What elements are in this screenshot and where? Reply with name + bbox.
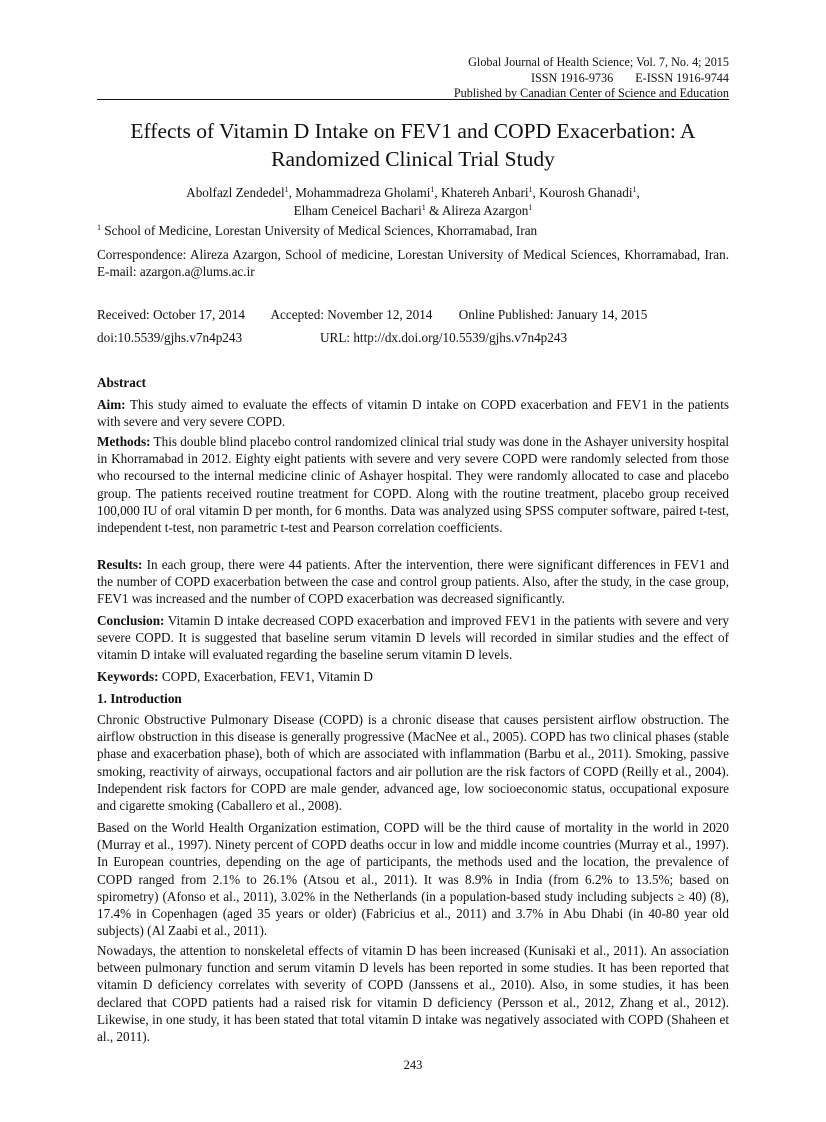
accepted-date: Accepted: November 12, 2014 xyxy=(270,307,433,322)
conclusion-label: Conclusion: xyxy=(97,613,165,628)
affiliation-text: School of Medicine, Lorestan University of Medical Sciences, Khorramabad, Iran xyxy=(101,223,538,238)
affiliation-mark: 1 xyxy=(528,202,533,212)
abstract-results xyxy=(97,556,729,608)
results-text: In each group, there were 44 patients. After the intervention, there were significant differences in FEV1 and the number of COPD exacerbation between the case and control group patients. Also, after the study, in the case group, FEV1 was increased and the number of COPD exacerbation was decreased significantly. xyxy=(97,557,729,607)
author: Abolfazl Zendedel xyxy=(186,185,285,200)
author: Alireza Azargon xyxy=(441,202,529,218)
keywords-label: Keywords: xyxy=(97,669,159,684)
author-line-1 xyxy=(97,184,729,202)
author-line-2 xyxy=(97,202,729,220)
author: Mohammadreza Gholami xyxy=(295,185,431,200)
affiliation-mark: 1 xyxy=(528,185,533,194)
eissn: E-ISSN 1916-9744 xyxy=(635,70,729,85)
doi-line xyxy=(97,329,729,346)
separator: , xyxy=(288,185,296,200)
article-dates xyxy=(97,306,729,323)
header-divider xyxy=(97,99,729,100)
affiliation-mark: 1 xyxy=(97,223,101,232)
abstract-methods xyxy=(97,433,729,536)
author-list xyxy=(97,184,729,219)
author: Kourosh Ghanadi xyxy=(539,185,633,200)
doi[interactable]: doi:10.5539/gjhs.v7n4p243 xyxy=(97,330,243,345)
affiliation-mark: 1 xyxy=(284,185,289,194)
correspondence: Correspondence: Alireza Azargon, School of medicine, Lorestan University of Medical Sciences, Khorramabad, Iran. E-mail: azargon.a@lums.ac.ir xyxy=(97,247,729,280)
intro-paragraph: Based on the World Health Organization estimation, COPD will be the third cause of mortality in the world in 2020 (Murray et al., 1997). Ninety percent of COPD deaths occur in low and middle income countries (Murray et al., 1997). In European countries, depending on the age of participants, the methods used and the location, the prevalence of COPD ranged from 2.1% to 26.1% (Atsou et al., 2011). It was 8.9% in India (from 6.2% to 13.5%; based on spirometry) (Afonso et al., 2011), 3.02% in the Netherlands (in a population-based study including subjects ≥ 40) (8), 17.4% in Copenhagen (aged 35 years or older) (Fabricius et al., 2011) and 3.7% in Abu Dhabi (in 40-80 year old subjects) (Al Zaabi et al., 2011). xyxy=(97,820,729,939)
publisher: Published by Canadian Center of Science and Education xyxy=(453,86,729,100)
abstract-aim xyxy=(97,396,729,430)
methods-text: This double blind placebo control randomized clinical trial study was done in the Ashayer university hospital in Khorramabad in 2012. Eighty eight patients with severe and very severe COPD were randomly selected from those who recoursed to the internal medicine clinic of Ashayer hospital. They were randomly allocated to case and placebo group. The patients received routine treatment for COPD. Along with the routine treatment, placebo group received 100,000 IU of oral vitamin D per month, for 6 months. Data was analyzed using SPSS computer software, paired t-test, independent t-test, non parametric t-test and Pearson correlation coefficients. xyxy=(97,434,729,536)
separator: , xyxy=(532,185,540,200)
separator: , xyxy=(636,185,640,200)
separator: , xyxy=(434,185,441,200)
affiliation-mark: 1 xyxy=(421,202,426,212)
author: Khatereh Anbari xyxy=(441,185,529,200)
affiliation-mark: 1 xyxy=(632,185,637,194)
aim-text: This study aimed to evaluate the effects of vitamin D intake on COPD exacerbation and FEV1 in the patients with severe and very severe COPD. xyxy=(97,397,729,430)
received-date: Received: October 17, 2014 xyxy=(97,307,245,322)
affiliation xyxy=(97,222,729,239)
abstract-heading: Abstract xyxy=(97,375,147,390)
running-header xyxy=(97,55,729,102)
intro-paragraph: Nowadays, the attention to nonskeletal effects of vitamin D has been increased (Kunisaki et al., 2011). An association between pulmonary function and serum vitamin D levels has been reported in some studies. It has been reported that vitamin D deficiency correlates with severity of COPD (Janssens et al., 2010). Also, in some studies, it has been declared that COPD patients had a raised risk for vitamin D deficiency (Persson et al., 2012, Zhang et al., 2012). Likewise, in one study, it has been stated that total vitamin D intake was negatively associated with COPD (Shaheen et al., 2011). xyxy=(97,943,729,1045)
affiliation-mark: 1 xyxy=(430,185,435,194)
issn-line xyxy=(97,71,729,87)
aim-label: Aim: xyxy=(97,397,126,412)
published-date: Online Published: January 14, 2015 xyxy=(458,307,648,322)
intro-paragraph: Chronic Obstructive Pulmonary Disease (COPD) is a chronic disease that causes persistent airflow obstruction. The airflow obstruction in this disease is generally progressive (MacNee et al., 2005). COPD has two clinical phases (stable phase and exacerbation phase), both of which are associated with inflammation (Barbu et al., 2011). Smoking, passive smoking, reactivity of airways, occupational factors and air pollution are the risk factors of COPD (Reilly et al., 2004). Independent risk factors for COPD are male gender, advanced age, low socioeconomic status, occupational exposure and cigarette smoking (Caballero et al., 2008). xyxy=(97,712,729,814)
section-heading-introduction: 1. Introduction xyxy=(97,691,182,706)
page-number: 243 xyxy=(403,1058,423,1072)
journal-citation: Global Journal of Health Science; Vol. 7, No. 4; 2015 xyxy=(468,55,729,69)
separator: & xyxy=(425,202,442,218)
abstract-conclusion xyxy=(97,612,729,664)
paper-title: Effects of Vitamin D Intake on FEV1 and COPD Exacerbation: A Randomized Clinical Trial Study xyxy=(130,119,696,171)
issn: ISSN 1916-9736 xyxy=(530,70,614,85)
results-label: Results: xyxy=(97,557,143,572)
url-link[interactable]: URL: http://dx.doi.org/10.5539/gjhs.v7n4p243 xyxy=(320,330,568,345)
methods-label: Methods: xyxy=(97,434,151,449)
author: Elham Ceneicel Bachari xyxy=(293,202,422,218)
keywords-text: COPD, Exacerbation, FEV1, Vitamin D xyxy=(158,669,373,684)
keywords xyxy=(97,668,729,685)
conclusion-text: Vitamin D intake decreased COPD exacerbation and improved FEV1 in the patients with severe and very severe COPD. It is suggested that baseline serum vitamin D levels will recorded in similar studies and the effect of vitamin D intake will evaluated regarding the baseline serum vitamin D levels. xyxy=(97,613,729,663)
